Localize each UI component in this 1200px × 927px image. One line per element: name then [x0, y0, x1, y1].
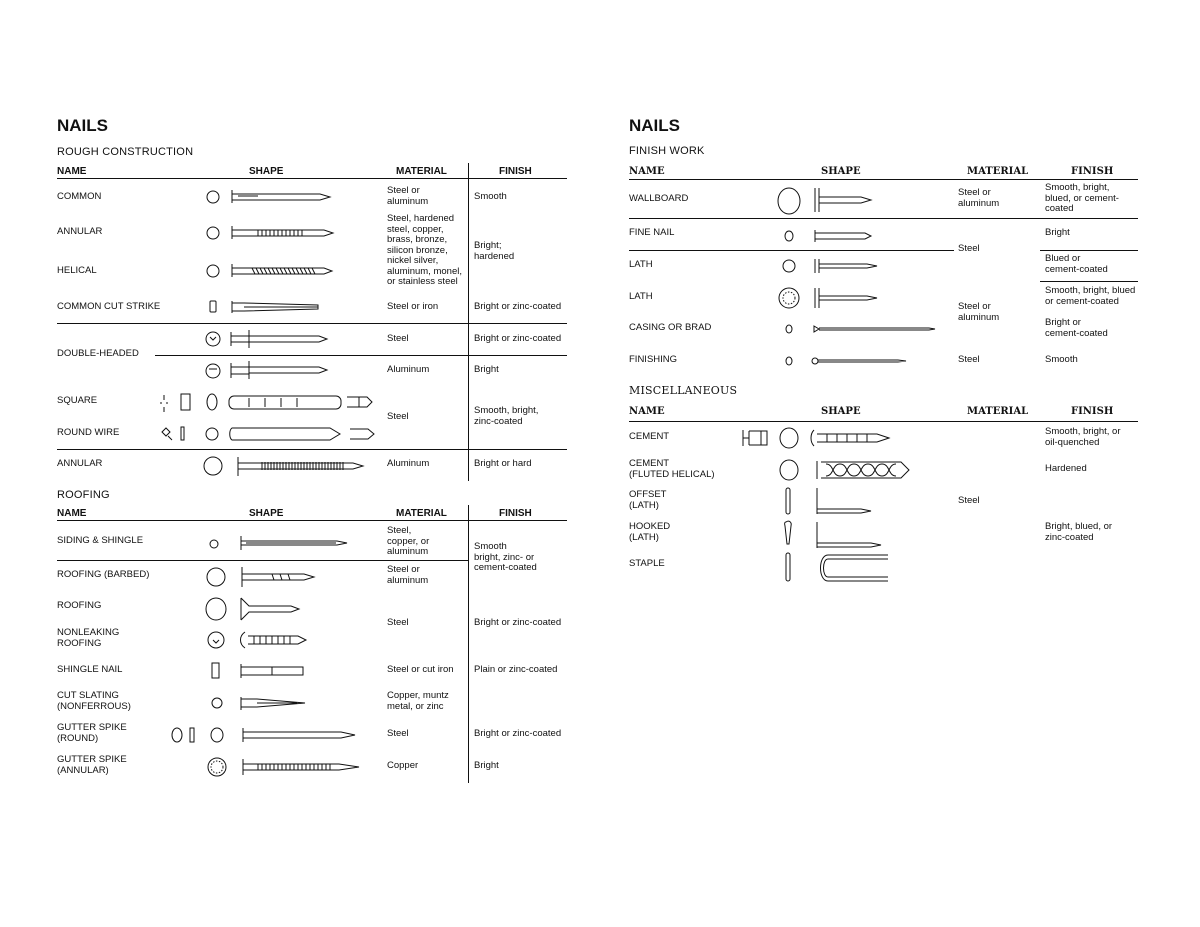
nail-finish: Bright [474, 364, 499, 375]
finish-work-heading: FINISH WORK [629, 145, 705, 157]
nail-finish: Smooth, bright, or oil-quenched [1045, 426, 1121, 448]
cut-strike-nail-icon [210, 301, 318, 313]
finish-col-finish: FINISH [1071, 166, 1114, 177]
gutter-spike-round-nail-icon [172, 728, 355, 742]
wallboard-nail-icon [778, 188, 871, 214]
roofing-barbed-nail-icon [207, 567, 314, 587]
misc-col-shape: SHAPE [821, 406, 861, 417]
nail-name: CEMENT (FLUTED HELICAL) [629, 458, 715, 480]
nail-name: WALLBOARD [629, 193, 689, 204]
miscellaneous-heading: MISCELLANEOUS [629, 384, 738, 397]
nail-name: ANNULAR [57, 458, 103, 469]
nail-name: SHINGLE NAIL [57, 664, 123, 675]
finish-col-name: NAME [629, 166, 665, 177]
finish-col-shape: SHAPE [821, 166, 861, 177]
right-title: NAILS [629, 116, 680, 135]
nail-material: Steel or aluminum [958, 301, 1000, 323]
common-nail-icon [207, 190, 330, 203]
staple-icon [786, 553, 888, 581]
nail-material: Steel or aluminum [387, 185, 429, 207]
nail-material: Steel [387, 728, 409, 739]
nail-material: Steel or cut iron [387, 664, 454, 675]
nail-name: LATH [629, 259, 653, 270]
nail-material: Steel [387, 333, 409, 344]
nail-material: Steel [387, 411, 409, 422]
siding-shingle-nail-icon [210, 536, 347, 550]
nonleaking-roofing-nail-icon [208, 632, 306, 648]
round-wire-nail-icon [162, 427, 374, 440]
nail-material: Copper, muntz metal, or zinc [387, 690, 449, 712]
nail-finish: Smooth [474, 191, 507, 202]
nail-name: STAPLE [629, 558, 665, 569]
nail-finish: Bright or zinc-coated [474, 333, 562, 344]
nail-finish: Bright, blued, or zinc-coated [1045, 521, 1113, 543]
nail-name: CEMENT [629, 431, 670, 442]
misc-col-finish: FINISH [1071, 406, 1114, 417]
rough-col-material: MATERIAL [396, 166, 447, 177]
nail-finish: Bright [474, 760, 499, 771]
nail-finish: Blued or cement-coated [1045, 253, 1108, 275]
nail-name: GUTTER SPIKE (ROUND) [57, 722, 127, 744]
nail-name: ROUND WIRE [57, 427, 120, 438]
gutter-spike-annular-nail-icon [208, 758, 359, 776]
nail-name: HELICAL [57, 265, 97, 276]
nail-material: Steel [387, 617, 409, 628]
rough-col-shape: SHAPE [249, 166, 284, 177]
hooked-lath-nail-icon [785, 521, 881, 548]
double-headed-aluminum-nail-icon [206, 361, 327, 379]
nail-name: FINE NAIL [629, 227, 675, 238]
nail-finish: Smooth, bright, zinc-coated [474, 405, 539, 427]
nail-material: Aluminum [387, 458, 430, 469]
left-title: NAILS [57, 116, 108, 135]
annular-nail-icon [207, 226, 333, 239]
nail-name: ROOFING [57, 600, 102, 611]
nail-finish: Hardened [1045, 463, 1087, 474]
misc-col-name: NAME [629, 406, 665, 417]
nail-material: Steel [958, 495, 980, 506]
nail-finish: Bright or zinc-coated [474, 617, 562, 628]
nail-material: Aluminum [387, 364, 430, 375]
fine-nail-icon [785, 230, 871, 242]
nail-name: SQUARE [57, 395, 98, 406]
casing-brad-nail-icon [786, 325, 935, 333]
nail-name: COMMON [57, 191, 102, 202]
nail-name: COMMON CUT STRIKE [57, 301, 161, 312]
nail-finish: Bright; hardened [474, 240, 515, 262]
nail-name: SIDING & SHINGLE [57, 535, 144, 546]
roofing-heading: ROOFING [57, 489, 110, 501]
nail-name: ROOFING (BARBED) [57, 569, 150, 580]
rough-construction-heading: ROUGH CONSTRUCTION [57, 146, 194, 158]
roofing-col-name: NAME [57, 508, 87, 519]
nail-name: HOOKED (LATH) [629, 521, 671, 543]
roofing-col-material: MATERIAL [396, 508, 447, 519]
annular-aluminum-nail-icon [204, 457, 363, 476]
lath-blued-nail-icon [779, 288, 877, 308]
nail-finish: Bright [1045, 227, 1070, 238]
misc-col-material: MATERIAL [967, 406, 1029, 417]
nail-finish: Bright or hard [474, 458, 532, 469]
cut-slating-nail-icon [212, 697, 305, 710]
nail-finish: Smooth bright, zinc- or cement-coated [474, 541, 537, 573]
nail-name: CASING OR BRAD [629, 322, 712, 333]
nail-material: Copper [387, 760, 419, 771]
shingle-nail-icon [212, 663, 303, 678]
nail-finish: Bright or zinc-coated [474, 301, 562, 312]
nail-name: ANNULAR [57, 226, 103, 237]
nail-finish: Bright or zinc-coated [474, 728, 562, 739]
nail-material: Steel [958, 243, 980, 254]
nail-material: Steel [958, 354, 980, 365]
finishing-nail-icon [786, 357, 906, 365]
nail-finish: Smooth [1045, 354, 1078, 365]
nail-name: NONLEAKING ROOFING [57, 627, 120, 649]
square-nail-icon [160, 394, 372, 412]
lath-nail-icon [783, 259, 877, 273]
roofing-col-finish: FINISH [499, 508, 532, 519]
rough-col-name: NAME [57, 166, 87, 177]
rough-col-finish: FINISH [499, 166, 532, 177]
nail-material: Steel, copper, or aluminum [387, 525, 430, 557]
finish-col-material: MATERIAL [967, 166, 1029, 177]
nail-finish: Plain or zinc-coated [474, 664, 558, 675]
nail-name: CUT SLATING (NONFERROUS) [57, 690, 131, 712]
nail-material: Steel, hardened steel, copper, brass, bronze, silicon bronze, nickel silver, aluminum, monel, or stainless steel [387, 213, 462, 287]
roofing-col-shape: SHAPE [249, 508, 284, 519]
nail-finish: Smooth, bright, blued or cement-coated [1045, 285, 1136, 307]
roofing-nail-icon [206, 598, 299, 620]
nail-name: FINISHING [629, 354, 678, 365]
nail-finish: Bright or cement-coated [1045, 317, 1108, 339]
helical-nail-icon [207, 264, 332, 277]
cement-fluted-helical-nail-icon [780, 460, 909, 480]
nail-name: OFFSET (LATH) [629, 489, 667, 511]
nail-material: Steel or aluminum [958, 187, 1000, 209]
nail-name: DOUBLE-HEADED [57, 348, 139, 359]
nail-material: Steel or iron [387, 301, 439, 312]
cement-nail-icon [743, 428, 889, 448]
nail-finish: Smooth, bright, blued, or cement- coated [1045, 182, 1119, 214]
offset-lath-nail-icon [786, 488, 871, 514]
double-headed-nail-icon [206, 330, 327, 348]
nail-name: GUTTER SPIKE (ANNULAR) [57, 754, 127, 776]
nail-material: Steel or aluminum [387, 564, 429, 586]
nail-name: LATH [629, 291, 653, 302]
